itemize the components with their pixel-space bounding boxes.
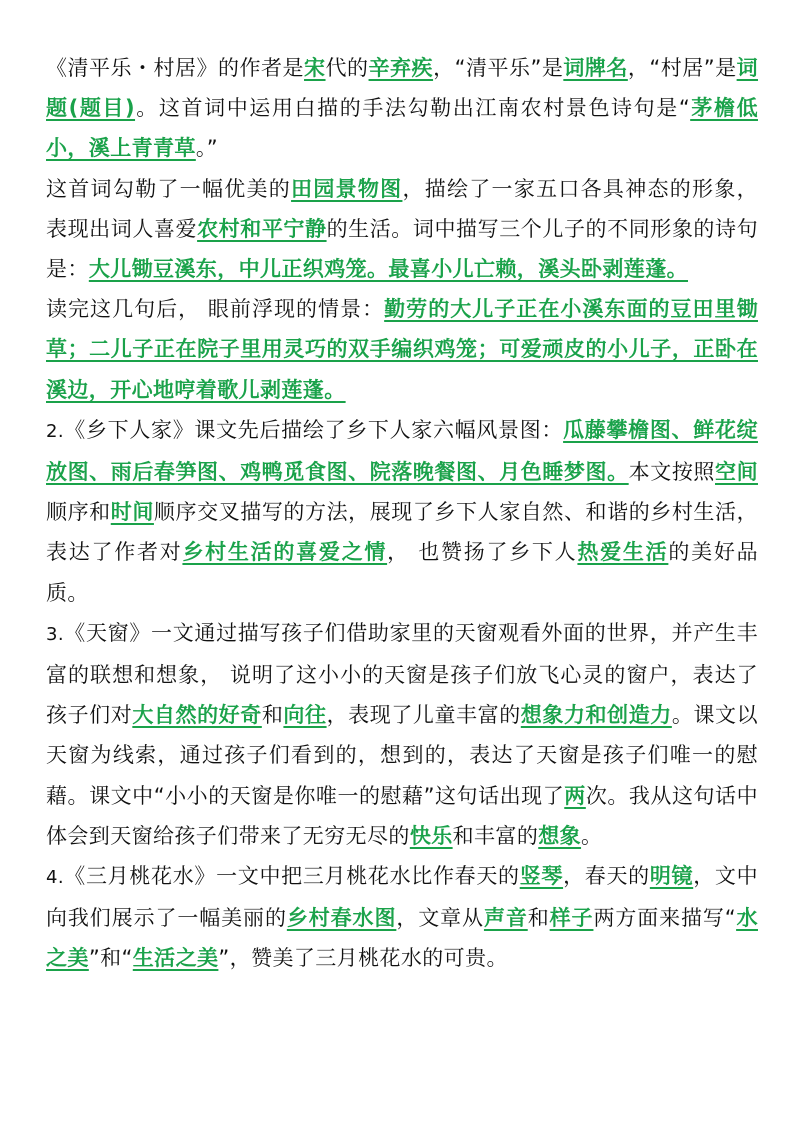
highlighted-answer: 时间	[110, 500, 154, 525]
body-text: ，描绘了一家五口各具神态的形象， 表现出词人喜爱	[46, 176, 758, 241]
body-text: 。这首词中运用白描的手法勾勒出江南农村景色诗句是“	[135, 96, 691, 121]
document-page	[46, 48, 758, 979]
body-text: ，“清平乐”是	[433, 56, 564, 80]
highlighted-answer: 勤劳的大儿子正在小溪东面的豆田里锄草；二儿子正在院子里用灵巧的双手编织鸡笼；可爱顽皮的小儿子，正卧在溪边，开心地哼着歌儿剥莲蓬。	[46, 297, 758, 402]
body-text: 这首词勾勒了一幅优美的	[46, 176, 292, 201]
highlighted-answer: 大自然的好奇	[132, 703, 262, 728]
body-text: ， 也赞扬了乡下人	[387, 540, 578, 565]
highlighted-answer: 大儿锄豆溪东，中儿正织鸡笼。最喜小儿亡赖，溪头卧剥莲蓬。	[88, 257, 689, 282]
item-number: 3.	[46, 623, 64, 645]
paragraph-tianchuang	[46, 613, 758, 856]
body-text: 。”	[195, 136, 218, 161]
highlighted-answer: 田园景物图	[291, 176, 403, 201]
body-text: 《乡下人家》课文先后描绘了乡下人家六幅风景图：	[63, 417, 564, 442]
body-text: ，春天的	[563, 864, 650, 889]
paragraph-qingpingle-summary	[46, 169, 758, 290]
highlighted-answer: 样子	[549, 906, 594, 931]
body-text: ，文章从	[396, 906, 484, 931]
body-text: 《清平乐・村居》的作者是	[46, 56, 305, 80]
body-text: 《三月桃花水》一文中把三月桃花水比作春天的	[63, 864, 520, 889]
highlighted-answer: 农村和平宁静	[197, 216, 327, 241]
body-text: 和	[261, 703, 284, 728]
highlighted-answer: 乡村生活的喜爱之情	[182, 540, 388, 565]
highlighted-answer: 想象力和创造力	[520, 703, 672, 728]
highlighted-answer: 茅檐低小，溪上青青草	[46, 96, 758, 161]
body-text: 《天窗》一文通过描写孩子们借助家里的天窗观看外面的世界，并产生丰富的联想和想象， 说明了这小小的天窗是孩子们放飞心灵的窗户，表达了孩子们对	[46, 620, 758, 728]
highlighted-answer: 词题(题目)	[46, 56, 759, 121]
body-text: 两方面来描写“	[593, 906, 737, 931]
body-text: 顺序交叉描写的方法，展现了乡下人家自然、和谐的乡村生活， 表达了作者对	[46, 500, 758, 565]
highlighted-answer: 辛弃疾	[368, 56, 434, 80]
paragraph-sanyue-taohuashui	[46, 856, 758, 979]
paragraph-qingpingle-scene	[46, 289, 758, 410]
body-text: 和	[527, 906, 550, 931]
body-text: 读完这几句后， 眼前浮现的情景：	[46, 297, 385, 322]
body-text: 的生活。词中描写三个儿子的不同形象的诗句是：	[46, 216, 758, 282]
item-number: 4.	[46, 867, 64, 889]
body-text: ，“村居”是	[627, 56, 737, 80]
highlighted-answer: 向往	[283, 703, 327, 728]
paragraph-xiangxia-renjia	[46, 410, 758, 613]
body-text: 的美好品质。	[46, 540, 758, 605]
highlighted-answer: 两	[564, 783, 586, 808]
highlighted-answer: 生活之美	[132, 946, 219, 971]
item-number: 2.	[46, 420, 64, 442]
highlighted-answer: 想象	[538, 823, 582, 848]
highlighted-answer: 声音	[483, 906, 528, 931]
highlighted-answer: 宋	[304, 56, 326, 80]
body-text: 本文按照	[628, 460, 715, 485]
highlighted-answer: 瓜藤攀檐图、鲜花绽放图、雨后春笋图、鸡鸭觅食图、院落晚餐图、月色睡梦图。	[46, 417, 758, 485]
body-text: ，表现了儿童丰富的	[326, 703, 521, 728]
body-text: 。	[581, 823, 603, 848]
body-text: 。课文以天窗为线索，通过孩子们看到的，想到的，表达了天窗是孩子们唯一的慰藉。课文中“小小的天窗是你唯一的慰藉”这句话出现了	[46, 703, 758, 808]
body-text: 顺序和	[46, 500, 111, 525]
highlighted-answer: 水之美	[46, 906, 758, 971]
highlighted-answer: 空间	[715, 460, 758, 485]
highlighted-answer: 词牌名	[563, 56, 628, 80]
body-text: ，文中向我们展示了一幅美丽的	[46, 864, 758, 931]
highlighted-answer: 竖琴	[519, 864, 564, 889]
body-text: 和丰富的	[452, 823, 539, 848]
body-text: 代的	[325, 56, 369, 80]
highlighted-answer: 明镜	[649, 864, 694, 889]
paragraph-qingpingle-intro	[46, 48, 758, 169]
body-text: 次。我从这句话中体会到天窗给孩子们带来了无穷无尽的	[46, 783, 758, 848]
body-text: ”和“	[88, 946, 133, 971]
highlighted-answer: 乡村春水图	[286, 906, 397, 931]
highlighted-answer: 热爱生活	[577, 540, 669, 565]
body-text: ”，赞美了三月桃花水的可贵。	[218, 946, 508, 971]
highlighted-answer: 快乐	[409, 823, 453, 848]
